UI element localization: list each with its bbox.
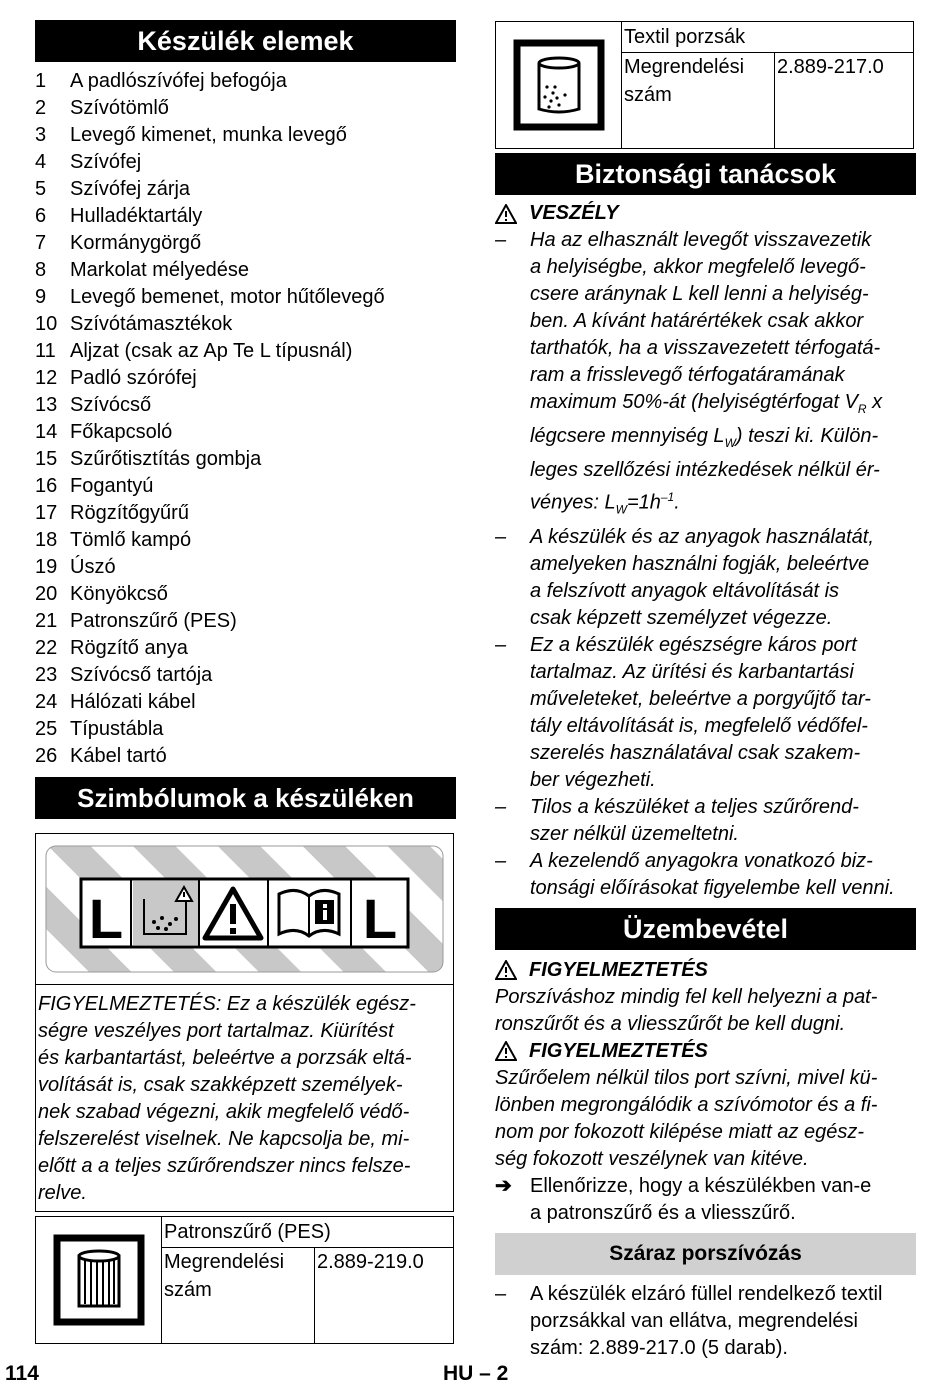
component-number: 22 [35,637,58,659]
component-item [35,68,456,95]
textile-bag-name: Textil porzsák [622,22,913,53]
component-label: Rögzítőgyűrű [70,502,189,524]
warning-triangle-icon [495,1041,517,1061]
component-label: Tömlő kampó [70,529,192,551]
danger-item: – Tilos a készüléket a teljes szűrőrend- szer nélkül üzemeltetni. [495,795,859,845]
component-label: Szívócső tartója [70,664,213,686]
component-label: Szűrőtisztítás gombja [70,448,262,470]
warning-line: volítását is, csak szakképzett személyek- [38,1074,403,1096]
components-list [35,68,456,770]
component-item [35,419,456,446]
component-label: Szívócső [70,394,152,416]
danger-list [495,227,916,902]
component-item [35,284,456,311]
component-item [35,149,456,176]
arrow-right-icon: ➔ [495,1174,512,1197]
cartridge-filter-icon [36,1217,162,1343]
textile-bag-order-label: Megrendelési szám [622,53,775,148]
component-number: 23 [35,664,58,686]
textile-bag-accessory [495,21,914,149]
hazard-label-graphic [36,834,453,984]
component-number: 26 [35,745,58,767]
component-number: 4 [35,151,47,173]
danger-item: – Ez a készülék egészségre káros port tartalmaz. Az ürítési és karbantartási műveleteket, beleértve a porgyűjtő tar- tály eltávolítását is, megfelelő védőfel- szerelés használatával csak szakem- ber végezheti. [495,633,871,791]
page-number: 114 [5,1362,39,1385]
component-item [35,230,456,257]
warning-line: ségre veszélyes port tartalmaz. Kiürítést [38,1020,394,1042]
component-number: 16 [35,475,58,497]
dry-vacuuming-heading: Száraz porszívózás [495,1233,916,1275]
component-number: 8 [35,259,47,281]
component-label: Könyökcső [70,583,168,605]
component-item [35,95,456,122]
component-number: 24 [35,691,58,713]
component-item [35,122,456,149]
component-label: Markolat mélyedése [70,259,249,281]
component-item [35,689,456,716]
warning-triangle-icon [495,960,517,980]
component-number: 10 [35,313,58,335]
component-label: Aljzat (csak az Ap Te L típusnál) [70,340,353,362]
class-letter-left: L [88,887,124,950]
left-column [35,0,456,1344]
component-number: 25 [35,718,58,740]
formula-line-2: légcsere mennyiség $L_W$) teszi ki. Külön- [530,425,879,450]
component-label: Szívótámasztékok [70,313,233,335]
component-number: 15 [35,448,58,470]
component-label: Úszó [70,556,116,578]
component-number: 12 [35,367,58,389]
warning-line: nek szabad végezni, akik megfelelő védő- [38,1101,410,1123]
component-number: 20 [35,583,58,605]
danger-item: – A kezelendő anyagokra vonatkozó biz- tonsági előírásokat figyelembe kell venni. [495,849,895,899]
component-item [35,338,456,365]
component-label: Hálózati kábel [70,691,196,713]
component-number: 17 [35,502,58,524]
component-label: Levegő kimenet, munka levegő [70,124,347,146]
components-heading: Készülék elemek [35,20,456,62]
symbols-heading: Szimbólumok a készüléken [35,777,456,819]
component-number: 5 [35,178,47,200]
component-number: 3 [35,124,47,146]
component-label: Fogantyú [70,475,154,497]
warning-line: és karbantartást, beleértve a porzsák eltá- [38,1047,412,1069]
startup-heading: Üzembevétel [495,908,916,950]
component-item [35,311,456,338]
component-label: Szívótömlő [70,97,169,119]
component-number: 2 [35,97,47,119]
formula-line-1: maximum 50%-át (helyiségtérfogat $V_R$ x [530,391,883,416]
component-label: Főkapcsoló [70,421,173,443]
component-item [35,392,456,419]
component-item [35,365,456,392]
danger-item: – Ha az elhasznált levegőt visszavezetik a helyiségbe, akkor megfelelő levegő- csere aránynak L kell lenni a helyiség- ben. A kívánt határértékek csak akkor tarthatók, ha a visszavezetett térfogatá- ram a frisslevegő térfogatáramának maximum 50%-át (helyiségtérfogat $V_R$ x légcsere mennyiség $L_W$) teszi ki. Külön- leges szellőzési intézkedések nélkül ér- vényes: $L_W=1h^{-1}$. [495,227,916,524]
component-number: 7 [35,232,47,254]
component-number: 19 [35,556,58,578]
danger-item: – A készülék és az anyagok használatát, amelyeken használni fogják, beleértve a felszívott anyagok eltávolítását is csak képzett személyzet végezze. [495,525,874,629]
component-label: Kormánygörgő [70,232,202,254]
warning2-heading: FIGYELMEZTETÉS [495,1038,916,1065]
symbols-warning-text [36,984,453,1211]
dry-vacuuming-item: – A készülék elzáró füllel rendelkező textil porzsákkal van ellátva, megrendelési szám: 2.889-217.0 (5 darab). [495,1282,883,1359]
cartridge-order-number: 2.889-219.0 [317,1251,424,1273]
component-item [35,527,456,554]
textile-dust-bag-icon [496,22,622,148]
component-number: 11 [35,340,56,362]
warning-label-figure [36,834,453,984]
component-label: Szívófej zárja [70,178,191,200]
warning-triangle-icon [495,204,517,224]
component-number: 21 [35,610,58,632]
component-label: Levegő bemenet, motor hűtőlevegő [70,286,385,308]
cartridge-filter-accessory [35,1216,454,1344]
component-item [35,176,456,203]
warning-line: relve. [38,1182,87,1204]
right-column [495,0,916,1362]
component-number: 6 [35,205,47,227]
class-letter-right: L [362,887,398,950]
component-label: Típustábla [70,718,164,740]
component-item [35,203,456,230]
component-number: 13 [35,394,58,416]
component-item [35,635,456,662]
component-number: 14 [35,421,58,443]
component-item [35,581,456,608]
component-item [35,716,456,743]
language-section-label: HU – 2 [443,1362,509,1385]
component-label: Szívófej [70,151,142,173]
check-instruction: ➔ Ellenőrizze, hogy a készülékben van-e a patronszűrő és a vliesszűrő. [495,1173,916,1227]
component-label: Patronszűrő (PES) [70,610,237,632]
safety-heading: Biztonsági tanácsok [495,153,916,195]
textile-bag-order-number: 2.889-217.0 [777,56,884,78]
cartridge-name: Patronszűrő (PES) [162,1217,453,1248]
danger-heading: VESZÉLY [495,200,916,227]
warning1-heading: FIGYELMEZTETÉS [495,957,916,984]
warning1-text: Porszíváshoz mindig fel kell helyezni a pat- ronszűrőt és a vliesszűrőt be kell dugni. [495,985,878,1035]
component-item [35,554,456,581]
warning-line: előtt a a teljes szűrőrendszer nincs felsze- [38,1155,411,1177]
symbols-box [35,833,454,1212]
component-label: Rögzítő anya [70,637,188,659]
component-item [35,743,456,770]
cartridge-order-label: Megrendelési szám [162,1248,315,1343]
component-label: Kábel tartó [70,745,167,767]
component-label: A padlószívófej befogója [70,70,287,92]
component-label: Padló szórófej [70,367,197,389]
warning2-text: Szűrőelem nélkül tilos port szívni, mivel kü- lönben megrongálódik a szívómotor és a fi- nom por fokozott kilépése miatt az egész- ség fokozott veszélynek van kitéve. [495,1066,878,1170]
component-number: 18 [35,529,58,551]
warning-line: felszerelést viselnek. Ne kapcsolja be, mi- [38,1128,410,1150]
formula-line-4: vényes: $L_W=1h^{-1}$. [530,490,680,517]
component-label: Hulladéktartály [70,205,203,227]
component-item [35,662,456,689]
component-item [35,608,456,635]
component-item [35,500,456,527]
component-item [35,473,456,500]
component-item [35,257,456,284]
warning-line: FIGYELMEZTETÉS: Ez a készülék egész- [38,993,416,1015]
component-number: 1 [35,70,47,92]
component-item [35,446,456,473]
component-number: 9 [35,286,47,308]
